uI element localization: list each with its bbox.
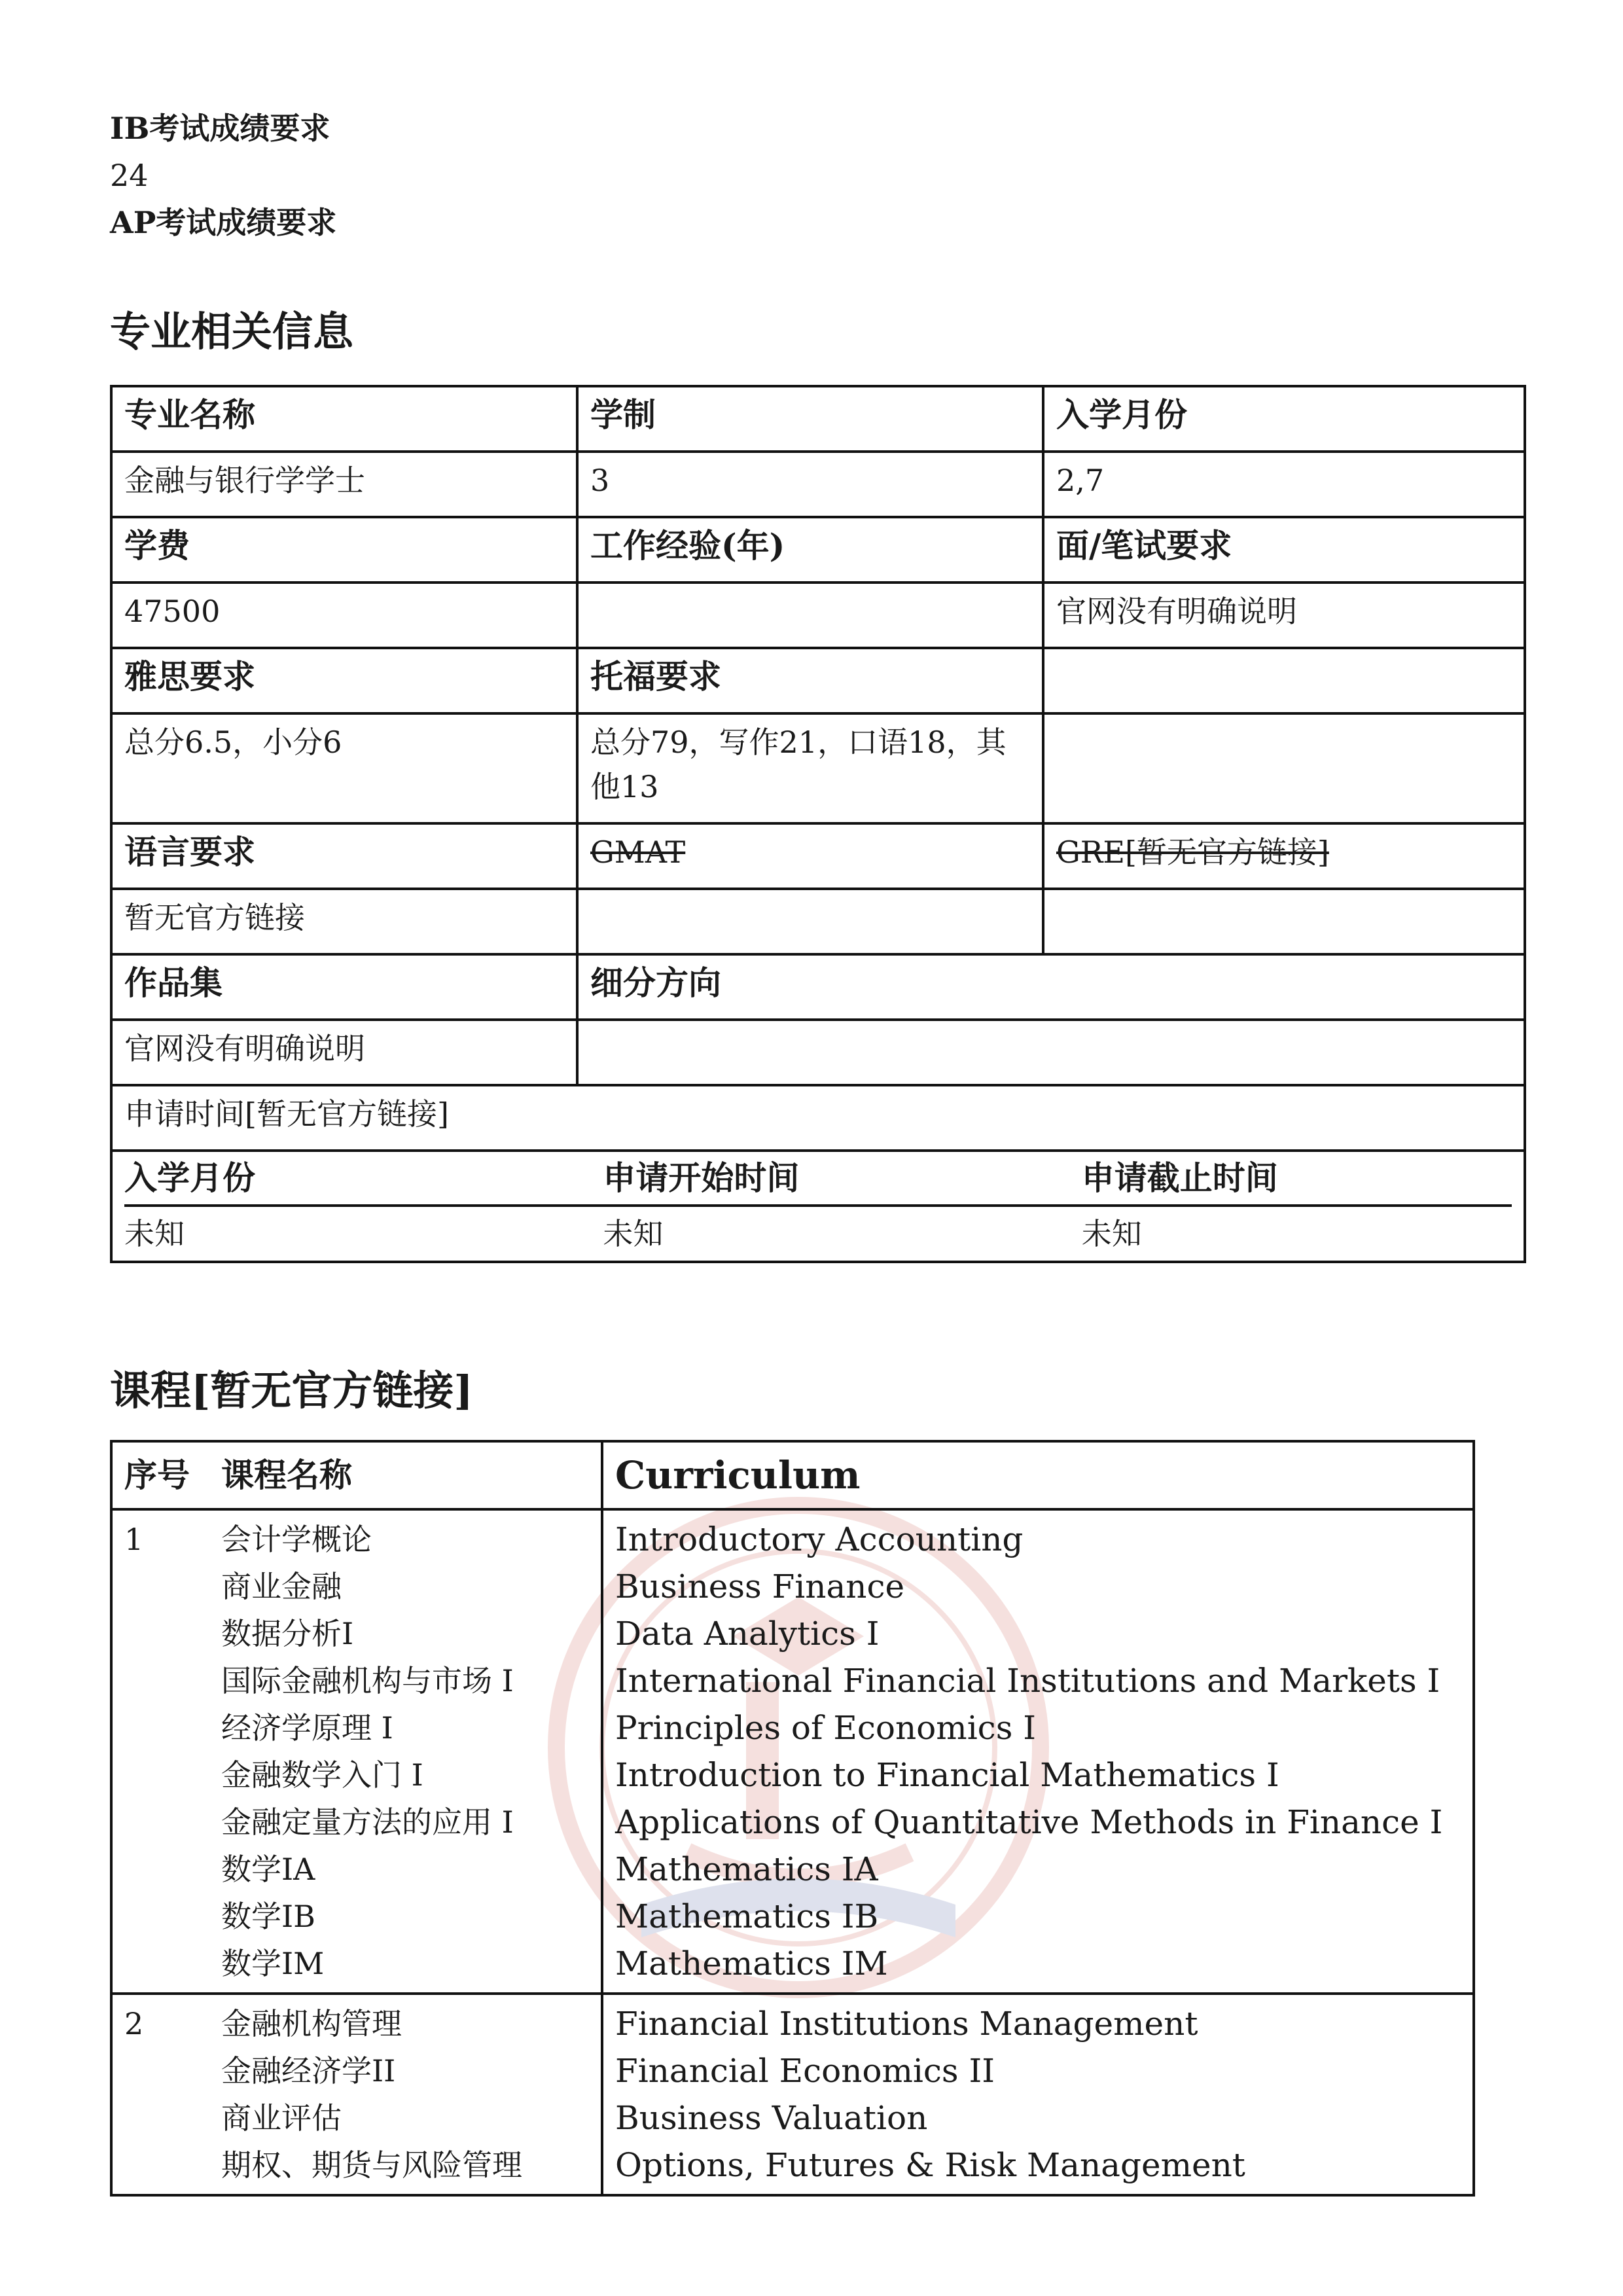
course-cn-name: 金融经济学II (221, 2053, 396, 2089)
course-cn-name: 会计学概论 (221, 1522, 372, 1557)
course-cn-name: 商业金融 (221, 1569, 342, 1604)
course-en-name: Principles of Economics I (615, 1709, 1036, 1747)
application-schedule-table (124, 1152, 1512, 1261)
header-curriculum: Curriculum (602, 1441, 1474, 1509)
tuition-value: 47500 (111, 583, 577, 648)
intake-value: 2,7 (1043, 452, 1525, 517)
ib-requirement-label: IB考试成绩要求 (110, 111, 330, 146)
course-cn-name: 商业评估 (221, 2100, 342, 2136)
course-cn-name: 数学IB (221, 1899, 315, 1934)
course-cn-list (209, 1994, 602, 2195)
ib-requirement-value: 24 (110, 158, 149, 193)
course-cn-name: 经济学原理 I (221, 1710, 393, 1746)
course-en-name: Financial Institutions Management (615, 2005, 1198, 2043)
header-sequence: 序号 (111, 1441, 209, 1509)
header-toefl: 托福要求 (577, 648, 1043, 713)
app-intake-value: 未知 (124, 1216, 185, 1251)
header-gre: GRE[暂无官方链接] (1043, 823, 1525, 889)
app-header-deadline: 申请截止时间 (1082, 1152, 1512, 1206)
course-en-name: Business Valuation (615, 2099, 928, 2137)
course-en-name: Data Analytics I (615, 1615, 880, 1653)
header-interview: 面/笔试要求 (1043, 517, 1525, 583)
empty-cell (577, 889, 1043, 954)
work-experience-value (577, 583, 1043, 648)
group-number: 2 (111, 1994, 209, 2195)
major-name-value: 金融与银行学学士 (111, 452, 577, 517)
course-en-name: Financial Economics II (615, 2052, 995, 2090)
course-en-name: Introduction to Financial Mathematics I (615, 1756, 1279, 1794)
course-en-list (602, 1509, 1474, 1994)
interview-value: 官网没有明确说明 (1043, 583, 1525, 648)
course-en-name: Mathematics IM (615, 1945, 888, 1982)
course-cn-name: 金融机构管理 (221, 2006, 402, 2041)
course-en-name: Introductory Accounting (615, 1520, 1024, 1558)
course-en-name: International Financial Institutions and Markets I (615, 1662, 1440, 1700)
header-portfolio: 作品集 (111, 954, 577, 1020)
major-info-title: 专业相关信息 (110, 308, 354, 355)
course-en-name: Applications of Quantitative Methods in Finance I (615, 1803, 1443, 1841)
course-cn-name: 国际金融机构与市场 I (221, 1663, 514, 1698)
empty-cell (1043, 889, 1525, 954)
course-en-name: Mathematics IA (615, 1850, 878, 1888)
course-cn-name: 数据分析I (221, 1616, 354, 1651)
major-info-table (110, 385, 1526, 1263)
header-specialization: 细分方向 (577, 954, 1525, 1020)
app-deadline-value: 未知 (1081, 1216, 1142, 1251)
header-course-name: 课程名称 (209, 1441, 602, 1509)
course-group-row (111, 1509, 1474, 1994)
application-schedule-cell (111, 1151, 1525, 1262)
course-en-list (602, 1994, 1474, 2195)
header-intake: 入学月份 (1043, 386, 1525, 452)
course-en-name: Business Finance (615, 1568, 905, 1605)
group-number: 1 (111, 1509, 209, 1994)
course-cn-name: 数学IM (221, 1946, 325, 1981)
page (110, 105, 1524, 2197)
header-duration: 学制 (577, 386, 1043, 452)
empty-cell (1043, 713, 1525, 823)
course-cn-name: 数学IA (221, 1852, 315, 1887)
duration-value: 3 (577, 452, 1043, 517)
app-start-value: 未知 (603, 1216, 664, 1251)
course-section-title: 课程[暂无官方链接] (110, 1367, 473, 1414)
ielts-value: 总分6.5，小分6 (111, 713, 577, 823)
header-major-name: 专业名称 (111, 386, 577, 452)
app-header-start: 申请开始时间 (603, 1152, 1081, 1206)
course-cn-list (209, 1509, 602, 1994)
application-time-label: 申请时间[暂无官方链接] (111, 1085, 1525, 1151)
toefl-value: 总分79，写作21，口语18，其他13 (577, 713, 1043, 823)
course-en-name: Options, Futures & Risk Management (615, 2146, 1245, 2184)
ap-requirement-label: AP考试成绩要求 (110, 205, 337, 240)
header-gmat: GMAT (577, 823, 1043, 889)
header-ielts: 雅思要求 (111, 648, 577, 713)
course-cn-name: 金融定量方法的应用 I (221, 1804, 514, 1840)
app-header-intake: 入学月份 (124, 1152, 603, 1206)
course-table (110, 1440, 1475, 2197)
course-group-row (111, 1994, 1474, 2195)
language-value: 暂无官方链接 (111, 889, 577, 954)
portfolio-value: 官网没有明确说明 (111, 1020, 577, 1085)
course-en-name: Mathematics IB (615, 1897, 879, 1935)
header-language: 语言要求 (111, 823, 577, 889)
specialization-value (577, 1020, 1525, 1085)
course-cn-name: 金融数学入门 I (221, 1757, 423, 1793)
header-tuition: 学费 (111, 517, 577, 583)
header-work-experience: 工作经验(年) (577, 517, 1043, 583)
empty-cell (1043, 648, 1525, 713)
course-cn-name: 期权、期货与风险管理 (221, 2147, 522, 2183)
